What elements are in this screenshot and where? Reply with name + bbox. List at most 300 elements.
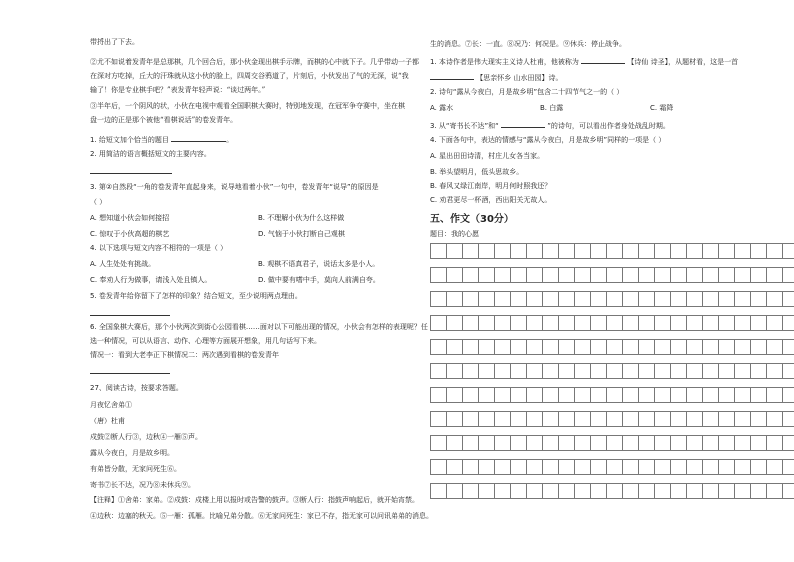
grid-cell[interactable] <box>766 411 782 427</box>
text-line: 在深对方吃掉，丘大的汗珠就从这小伙的脸上，四周交谷鸦道了，片刻后，小伙发出了气的无深，说“我 <box>90 72 409 80</box>
grid-cell[interactable] <box>430 243 446 259</box>
grid-cell[interactable] <box>558 243 574 259</box>
grid-cell[interactable] <box>478 459 494 475</box>
question-6-situations: 情况一：看到大老李正下棋情况二：两次遇到看棋的卷发青年 <box>90 351 279 359</box>
grid-cell[interactable] <box>766 291 782 307</box>
grid-cell[interactable] <box>462 363 478 379</box>
grid-cell[interactable] <box>734 435 750 451</box>
answer-blank[interactable] <box>430 72 474 80</box>
grid-cell[interactable] <box>718 291 734 307</box>
grid-cell[interactable] <box>782 363 794 379</box>
grid-cell[interactable] <box>446 435 462 451</box>
grid-cell[interactable] <box>702 435 718 451</box>
grid-cell[interactable] <box>494 435 510 451</box>
grid-cell[interactable] <box>462 483 478 499</box>
grid-cell[interactable] <box>638 483 654 499</box>
grid-cell[interactable] <box>750 387 766 403</box>
grid-cell[interactable] <box>510 267 526 283</box>
grid-cell[interactable] <box>494 363 510 379</box>
grid-cell[interactable] <box>446 483 462 499</box>
grid-cell[interactable] <box>686 291 702 307</box>
grid-cell[interactable] <box>462 315 478 331</box>
grid-cell[interactable] <box>590 267 606 283</box>
grid-cell[interactable] <box>526 267 542 283</box>
grid-cell[interactable] <box>766 315 782 331</box>
grid-cell[interactable] <box>510 435 526 451</box>
question-text: 1. 给短文加个恰当的题目 <box>90 136 169 144</box>
grid-cell[interactable] <box>734 291 750 307</box>
grid-cell[interactable] <box>638 315 654 331</box>
grid-cell[interactable] <box>526 363 542 379</box>
grid-cell[interactable] <box>494 483 510 499</box>
poem-line: 有弟皆分散，无家问死生⑥。 <box>90 465 181 473</box>
grid-cell[interactable] <box>558 435 574 451</box>
grid-cell[interactable] <box>718 339 734 355</box>
grid-cell[interactable] <box>622 243 638 259</box>
grid-cell[interactable] <box>526 411 542 427</box>
grid-cell[interactable] <box>574 243 590 259</box>
grid-cell[interactable] <box>462 411 478 427</box>
grid-cell[interactable] <box>606 411 622 427</box>
grid-cell[interactable] <box>558 459 574 475</box>
grid-cell[interactable] <box>766 363 782 379</box>
text-line: 带捋出了下去。 <box>90 38 139 46</box>
grid-cell[interactable] <box>670 315 686 331</box>
grid-cell[interactable] <box>478 387 494 403</box>
grid-cell[interactable] <box>782 243 794 259</box>
grid-cell[interactable] <box>638 243 654 259</box>
grid-cell[interactable] <box>558 267 574 283</box>
grid-cell[interactable] <box>494 267 510 283</box>
grid-cell[interactable] <box>462 339 478 355</box>
grid-cell[interactable] <box>590 315 606 331</box>
grid-cell[interactable] <box>766 459 782 475</box>
grid-cell[interactable] <box>446 459 462 475</box>
grid-cell[interactable] <box>558 387 574 403</box>
grid-cell[interactable] <box>718 243 734 259</box>
grid-cell[interactable] <box>734 267 750 283</box>
grid-cell[interactable] <box>702 387 718 403</box>
grid-cell[interactable] <box>670 291 686 307</box>
grid-cell[interactable] <box>558 339 574 355</box>
poem-title: 月夜忆舍弟① <box>90 401 132 409</box>
poem-question-2: 2. 诗句“露从今夜白，月是故乡明”包含二十四节气之一的（ ） <box>430 88 624 96</box>
grid-cell[interactable] <box>574 387 590 403</box>
grid-cell[interactable] <box>558 483 574 499</box>
grid-cell[interactable] <box>622 483 638 499</box>
grid-cell[interactable] <box>574 435 590 451</box>
poem-question-3 <box>430 120 670 131</box>
grid-cell[interactable] <box>702 243 718 259</box>
grid-cell[interactable] <box>478 291 494 307</box>
grid-cell[interactable] <box>782 291 794 307</box>
grid-cell[interactable] <box>542 339 558 355</box>
grid-cell[interactable] <box>766 267 782 283</box>
question-text: 1. 本诗作者是伟大现实主义诗人杜甫，他被称为 <box>430 58 579 66</box>
grid-cell[interactable] <box>590 291 606 307</box>
grid-cell[interactable] <box>718 435 734 451</box>
grid-cell[interactable] <box>750 411 766 427</box>
grid-cell[interactable] <box>606 387 622 403</box>
question-2: 2. 用简洁的语言概括短文的主要内容。 <box>90 150 211 158</box>
grid-cell[interactable] <box>638 411 654 427</box>
grid-cell[interactable] <box>670 459 686 475</box>
grid-cell[interactable] <box>542 435 558 451</box>
grid-cell[interactable] <box>686 387 702 403</box>
grid-cell[interactable] <box>574 339 590 355</box>
grid-cell[interactable] <box>558 291 574 307</box>
grid-cell[interactable] <box>574 315 590 331</box>
grid-cell[interactable] <box>542 291 558 307</box>
grid-cell[interactable] <box>654 483 670 499</box>
grid-cell[interactable] <box>734 459 750 475</box>
question-27: 27、阅读古诗，按要求答题。 <box>90 384 183 392</box>
grid-cell[interactable] <box>686 411 702 427</box>
grid-cell[interactable] <box>622 387 638 403</box>
grid-cell[interactable] <box>654 291 670 307</box>
grid-cell[interactable] <box>686 243 702 259</box>
grid-cell[interactable] <box>446 339 462 355</box>
text-line: 输了！你是专业棋手吧？”表发青年轻声说：“谈过两年。” <box>90 86 266 94</box>
poem-question-1-line2 <box>430 72 562 83</box>
answer-line[interactable] <box>90 173 172 174</box>
question-6: 6. 全国象棋大赛后，那个小伙两次到街心公园看棋……面对以下可能出现的情况，小伙会有怎样的表现呢？任 <box>90 323 428 331</box>
question-1: 1. 给短文加个恰当的题目 。 <box>90 136 234 144</box>
poem-question-1 <box>430 56 738 67</box>
grid-cell[interactable] <box>446 411 462 427</box>
grid-cell[interactable] <box>526 339 542 355</box>
grid-cell[interactable] <box>734 363 750 379</box>
grid-cell[interactable] <box>510 459 526 475</box>
grid-cell[interactable] <box>430 291 446 307</box>
grid-cell[interactable] <box>718 459 734 475</box>
grid-cell[interactable] <box>542 387 558 403</box>
grid-cell[interactable] <box>718 387 734 403</box>
grid-cell[interactable] <box>702 339 718 355</box>
grid-cell[interactable] <box>574 267 590 283</box>
grid-cell[interactable] <box>750 339 766 355</box>
composition-grid[interactable] <box>430 243 794 513</box>
grid-cell[interactable] <box>526 459 542 475</box>
grid-cell[interactable] <box>702 363 718 379</box>
grid-cell[interactable] <box>702 411 718 427</box>
grid-cell[interactable] <box>446 387 462 403</box>
option-b: B. 观棋不语真君子，说话太多是小人。 <box>258 260 380 268</box>
question-5: 5. 卷发青年给你留下了怎样的印象？结合短文，至少说明两点理由。 <box>90 292 302 300</box>
grid-cell[interactable] <box>622 315 638 331</box>
grid-cell[interactable] <box>750 435 766 451</box>
grid-cell[interactable] <box>606 459 622 475</box>
grid-cell[interactable] <box>606 483 622 499</box>
grid-cell[interactable] <box>462 435 478 451</box>
poem-author: （唐）杜甫 <box>90 417 125 425</box>
poem-line: 露从今夜白，月是故乡明。 <box>90 449 174 457</box>
grid-cell[interactable] <box>526 243 542 259</box>
grid-cell[interactable] <box>782 459 794 475</box>
grid-cell[interactable] <box>702 315 718 331</box>
grid-cell[interactable] <box>446 291 462 307</box>
grid-cell[interactable] <box>622 459 638 475</box>
grid-cell[interactable] <box>622 411 638 427</box>
question-text: ”的诗句，可以看出作者身处战乱时期。 <box>547 122 670 130</box>
option-b: B. 白露 <box>540 104 564 112</box>
grid-cell[interactable] <box>590 411 606 427</box>
grid-cell[interactable] <box>670 267 686 283</box>
grid-cell[interactable] <box>670 483 686 499</box>
grid-cell[interactable] <box>702 459 718 475</box>
grid-cell[interactable] <box>430 267 446 283</box>
grid-cell[interactable] <box>590 387 606 403</box>
grid-cell[interactable] <box>430 435 446 451</box>
grid-cell[interactable] <box>606 435 622 451</box>
grid-cell[interactable] <box>654 315 670 331</box>
grid-cell[interactable] <box>638 291 654 307</box>
grid-cell[interactable] <box>766 387 782 403</box>
text-line: ②尤不如说着发青年是总那棋，几个回合后，那小伙金现出棋手示牌，而棋的心中就下子。几乎带动一子都 <box>90 58 419 66</box>
grid-cell[interactable] <box>510 411 526 427</box>
grid-cell[interactable] <box>782 411 794 427</box>
grid-cell[interactable] <box>478 243 494 259</box>
grid-cell[interactable] <box>670 363 686 379</box>
grid-cell[interactable] <box>702 267 718 283</box>
grid-cell[interactable] <box>686 339 702 355</box>
grid-cell[interactable] <box>574 459 590 475</box>
grid-cell[interactable] <box>606 291 622 307</box>
text-line: 生的消息。⑦长：一直。⑧况乃：何况是。⑨休兵：停止战争。 <box>430 40 626 48</box>
option-c: C. 霜降 <box>650 104 674 112</box>
grid-cell[interactable] <box>782 387 794 403</box>
grid-cell[interactable] <box>734 387 750 403</box>
grid-cell[interactable] <box>574 291 590 307</box>
option-c: C. 奉劝人行为做事，请浅入处且镇人。 <box>90 276 212 284</box>
grid-cell[interactable] <box>462 243 478 259</box>
grid-cell[interactable] <box>478 411 494 427</box>
grid-cell[interactable] <box>686 363 702 379</box>
grid-cell[interactable] <box>606 315 622 331</box>
grid-cell[interactable] <box>494 243 510 259</box>
grid-cell[interactable] <box>654 243 670 259</box>
grid-cell[interactable] <box>734 411 750 427</box>
grid-cell[interactable] <box>750 315 766 331</box>
grid-cell[interactable] <box>510 483 526 499</box>
grid-cell[interactable] <box>462 387 478 403</box>
grid-cell[interactable] <box>782 339 794 355</box>
option-d: D. 做中要有嗜中手，莫向人前满自夸。 <box>258 276 380 284</box>
grid-cell[interactable] <box>670 435 686 451</box>
grid-cell[interactable] <box>686 315 702 331</box>
grid-cell[interactable] <box>510 387 526 403</box>
grid-cell[interactable] <box>430 459 446 475</box>
grid-cell[interactable] <box>670 387 686 403</box>
grid-cell[interactable] <box>734 243 750 259</box>
grid-cell[interactable] <box>478 339 494 355</box>
grid-cell[interactable] <box>526 483 542 499</box>
grid-cell[interactable] <box>654 267 670 283</box>
grid-cell[interactable] <box>430 363 446 379</box>
grid-cell[interactable] <box>718 483 734 499</box>
grid-cell[interactable] <box>510 339 526 355</box>
grid-cell[interactable] <box>494 459 510 475</box>
grid-cell[interactable] <box>542 315 558 331</box>
poem-line: 戍鼓②断人行③，边秋④一雁⑤声。 <box>90 433 202 441</box>
grid-cell[interactable] <box>606 363 622 379</box>
grid-cell[interactable] <box>686 267 702 283</box>
grid-cell[interactable] <box>670 411 686 427</box>
grid-cell[interactable] <box>590 363 606 379</box>
grid-cell[interactable] <box>446 315 462 331</box>
grid-cell[interactable] <box>718 411 734 427</box>
grid-cell[interactable] <box>750 291 766 307</box>
grid-cell[interactable] <box>526 315 542 331</box>
grid-cell[interactable] <box>654 459 670 475</box>
grid-cell[interactable] <box>718 315 734 331</box>
grid-cell[interactable] <box>702 483 718 499</box>
grid-cell[interactable] <box>766 435 782 451</box>
grid-cell[interactable] <box>430 339 446 355</box>
grid-cell[interactable] <box>606 339 622 355</box>
answer-blank[interactable] <box>171 134 226 142</box>
answer-blank[interactable] <box>581 56 625 64</box>
grid-cell[interactable] <box>510 291 526 307</box>
grid-cell[interactable] <box>478 435 494 451</box>
poem-notes: 【注释】①舍弟：家弟。②戍鼓：戍楼上用以报时或告警的鼓声。③断人行：指鼓声响起后，就开始宵禁。 <box>90 496 419 504</box>
grid-cell[interactable] <box>622 267 638 283</box>
grid-cell[interactable] <box>654 363 670 379</box>
grid-cell[interactable] <box>494 339 510 355</box>
grid-cell[interactable] <box>782 435 794 451</box>
grid-cell[interactable] <box>574 411 590 427</box>
grid-cell[interactable] <box>734 483 750 499</box>
grid-cell[interactable] <box>430 483 446 499</box>
grid-cell[interactable] <box>734 315 750 331</box>
grid-cell[interactable] <box>558 411 574 427</box>
grid-cell[interactable] <box>590 483 606 499</box>
grid-cell[interactable] <box>750 267 766 283</box>
grid-cell[interactable] <box>750 483 766 499</box>
grid-cell[interactable] <box>622 435 638 451</box>
answer-line[interactable] <box>90 315 170 316</box>
grid-cell[interactable] <box>494 315 510 331</box>
answer-blank[interactable] <box>501 120 545 128</box>
grid-cell[interactable] <box>558 363 574 379</box>
grid-cell[interactable] <box>622 363 638 379</box>
option-a: A. 人生处处有挑战。 <box>90 260 156 268</box>
grid-cell[interactable] <box>638 435 654 451</box>
grid-cell[interactable] <box>478 363 494 379</box>
grid-cell[interactable] <box>462 291 478 307</box>
grid-cell[interactable] <box>478 483 494 499</box>
question-text: 【思亲怀乡 山水田园】诗。 <box>476 74 563 82</box>
grid-cell[interactable] <box>590 243 606 259</box>
grid-cell[interactable] <box>494 387 510 403</box>
grid-cell[interactable] <box>686 459 702 475</box>
grid-cell[interactable] <box>750 459 766 475</box>
poem-line: 寄书⑦长不达，况乃⑧未休兵⑨。 <box>90 481 195 489</box>
option-c: C. 惊叹于小伙高超的棋艺 <box>90 230 170 238</box>
grid-cell[interactable] <box>478 267 494 283</box>
grid-cell[interactable] <box>670 339 686 355</box>
grid-cell[interactable] <box>590 339 606 355</box>
grid-cell[interactable] <box>782 267 794 283</box>
text-line: ③半年后，一个阴风的状，小伙在电视中观看全国职棋大赛时，特别地发现，在冠军争夺赛中，坐在棋 <box>90 102 405 110</box>
grid-cell[interactable] <box>670 243 686 259</box>
grid-cell[interactable] <box>542 411 558 427</box>
question-text: 【诗仙 诗圣】，从题材看，这是一首 <box>627 58 739 66</box>
grid-cell[interactable] <box>574 483 590 499</box>
grid-cell[interactable] <box>702 291 718 307</box>
grid-cell[interactable] <box>686 483 702 499</box>
grid-cell[interactable] <box>766 483 782 499</box>
grid-cell[interactable] <box>590 459 606 475</box>
grid-cell[interactable] <box>510 315 526 331</box>
grid-cell[interactable] <box>494 411 510 427</box>
grid-cell[interactable] <box>750 363 766 379</box>
question-4: 4. 以下选项与短文内容不相符的一项是（ ） <box>90 244 228 252</box>
grid-cell[interactable] <box>430 315 446 331</box>
grid-cell[interactable] <box>430 411 446 427</box>
grid-cell[interactable] <box>606 243 622 259</box>
question-text: 3. 从“寄书长不达”和“ <box>430 122 499 130</box>
grid-cell[interactable] <box>606 267 622 283</box>
grid-cell[interactable] <box>686 435 702 451</box>
grid-cell[interactable] <box>526 291 542 307</box>
grid-cell[interactable] <box>510 243 526 259</box>
grid-cell[interactable] <box>654 435 670 451</box>
grid-cell[interactable] <box>526 387 542 403</box>
grid-cell[interactable] <box>782 315 794 331</box>
grid-cell[interactable] <box>462 267 478 283</box>
grid-cell[interactable] <box>750 243 766 259</box>
grid-cell[interactable] <box>542 267 558 283</box>
grid-cell[interactable] <box>766 339 782 355</box>
grid-cell[interactable] <box>542 483 558 499</box>
grid-cell[interactable] <box>542 243 558 259</box>
grid-cell[interactable] <box>638 387 654 403</box>
grid-cell[interactable] <box>558 315 574 331</box>
grid-cell[interactable] <box>590 435 606 451</box>
grid-cell[interactable] <box>446 267 462 283</box>
grid-cell[interactable] <box>638 267 654 283</box>
grid-cell[interactable] <box>654 411 670 427</box>
grid-cell[interactable] <box>718 363 734 379</box>
grid-cell[interactable] <box>462 459 478 475</box>
grid-cell[interactable] <box>654 339 670 355</box>
grid-cell[interactable] <box>510 363 526 379</box>
composition-topic: 题目：我的心愿 <box>430 230 479 238</box>
poem-question-4: 4. 下面各句中，表达的情感与“露从今夜白，月是故乡明”同样的一项是（ ） <box>430 136 666 144</box>
grid-cell[interactable] <box>654 387 670 403</box>
grid-cell[interactable] <box>526 435 542 451</box>
grid-cell[interactable] <box>446 243 462 259</box>
grid-cell[interactable] <box>430 387 446 403</box>
grid-cell[interactable] <box>478 315 494 331</box>
grid-cell[interactable] <box>446 363 462 379</box>
grid-cell[interactable] <box>718 267 734 283</box>
grid-cell[interactable] <box>542 459 558 475</box>
grid-cell[interactable] <box>734 339 750 355</box>
grid-cell[interactable] <box>782 483 794 499</box>
grid-cell[interactable] <box>638 363 654 379</box>
answer-line[interactable] <box>90 373 170 374</box>
grid-cell[interactable] <box>622 339 638 355</box>
grid-cell[interactable] <box>574 363 590 379</box>
grid-cell[interactable] <box>542 363 558 379</box>
grid-cell[interactable] <box>638 459 654 475</box>
grid-cell[interactable] <box>622 291 638 307</box>
grid-cell[interactable] <box>766 243 782 259</box>
grid-cell[interactable] <box>638 339 654 355</box>
grid-cell[interactable] <box>494 291 510 307</box>
